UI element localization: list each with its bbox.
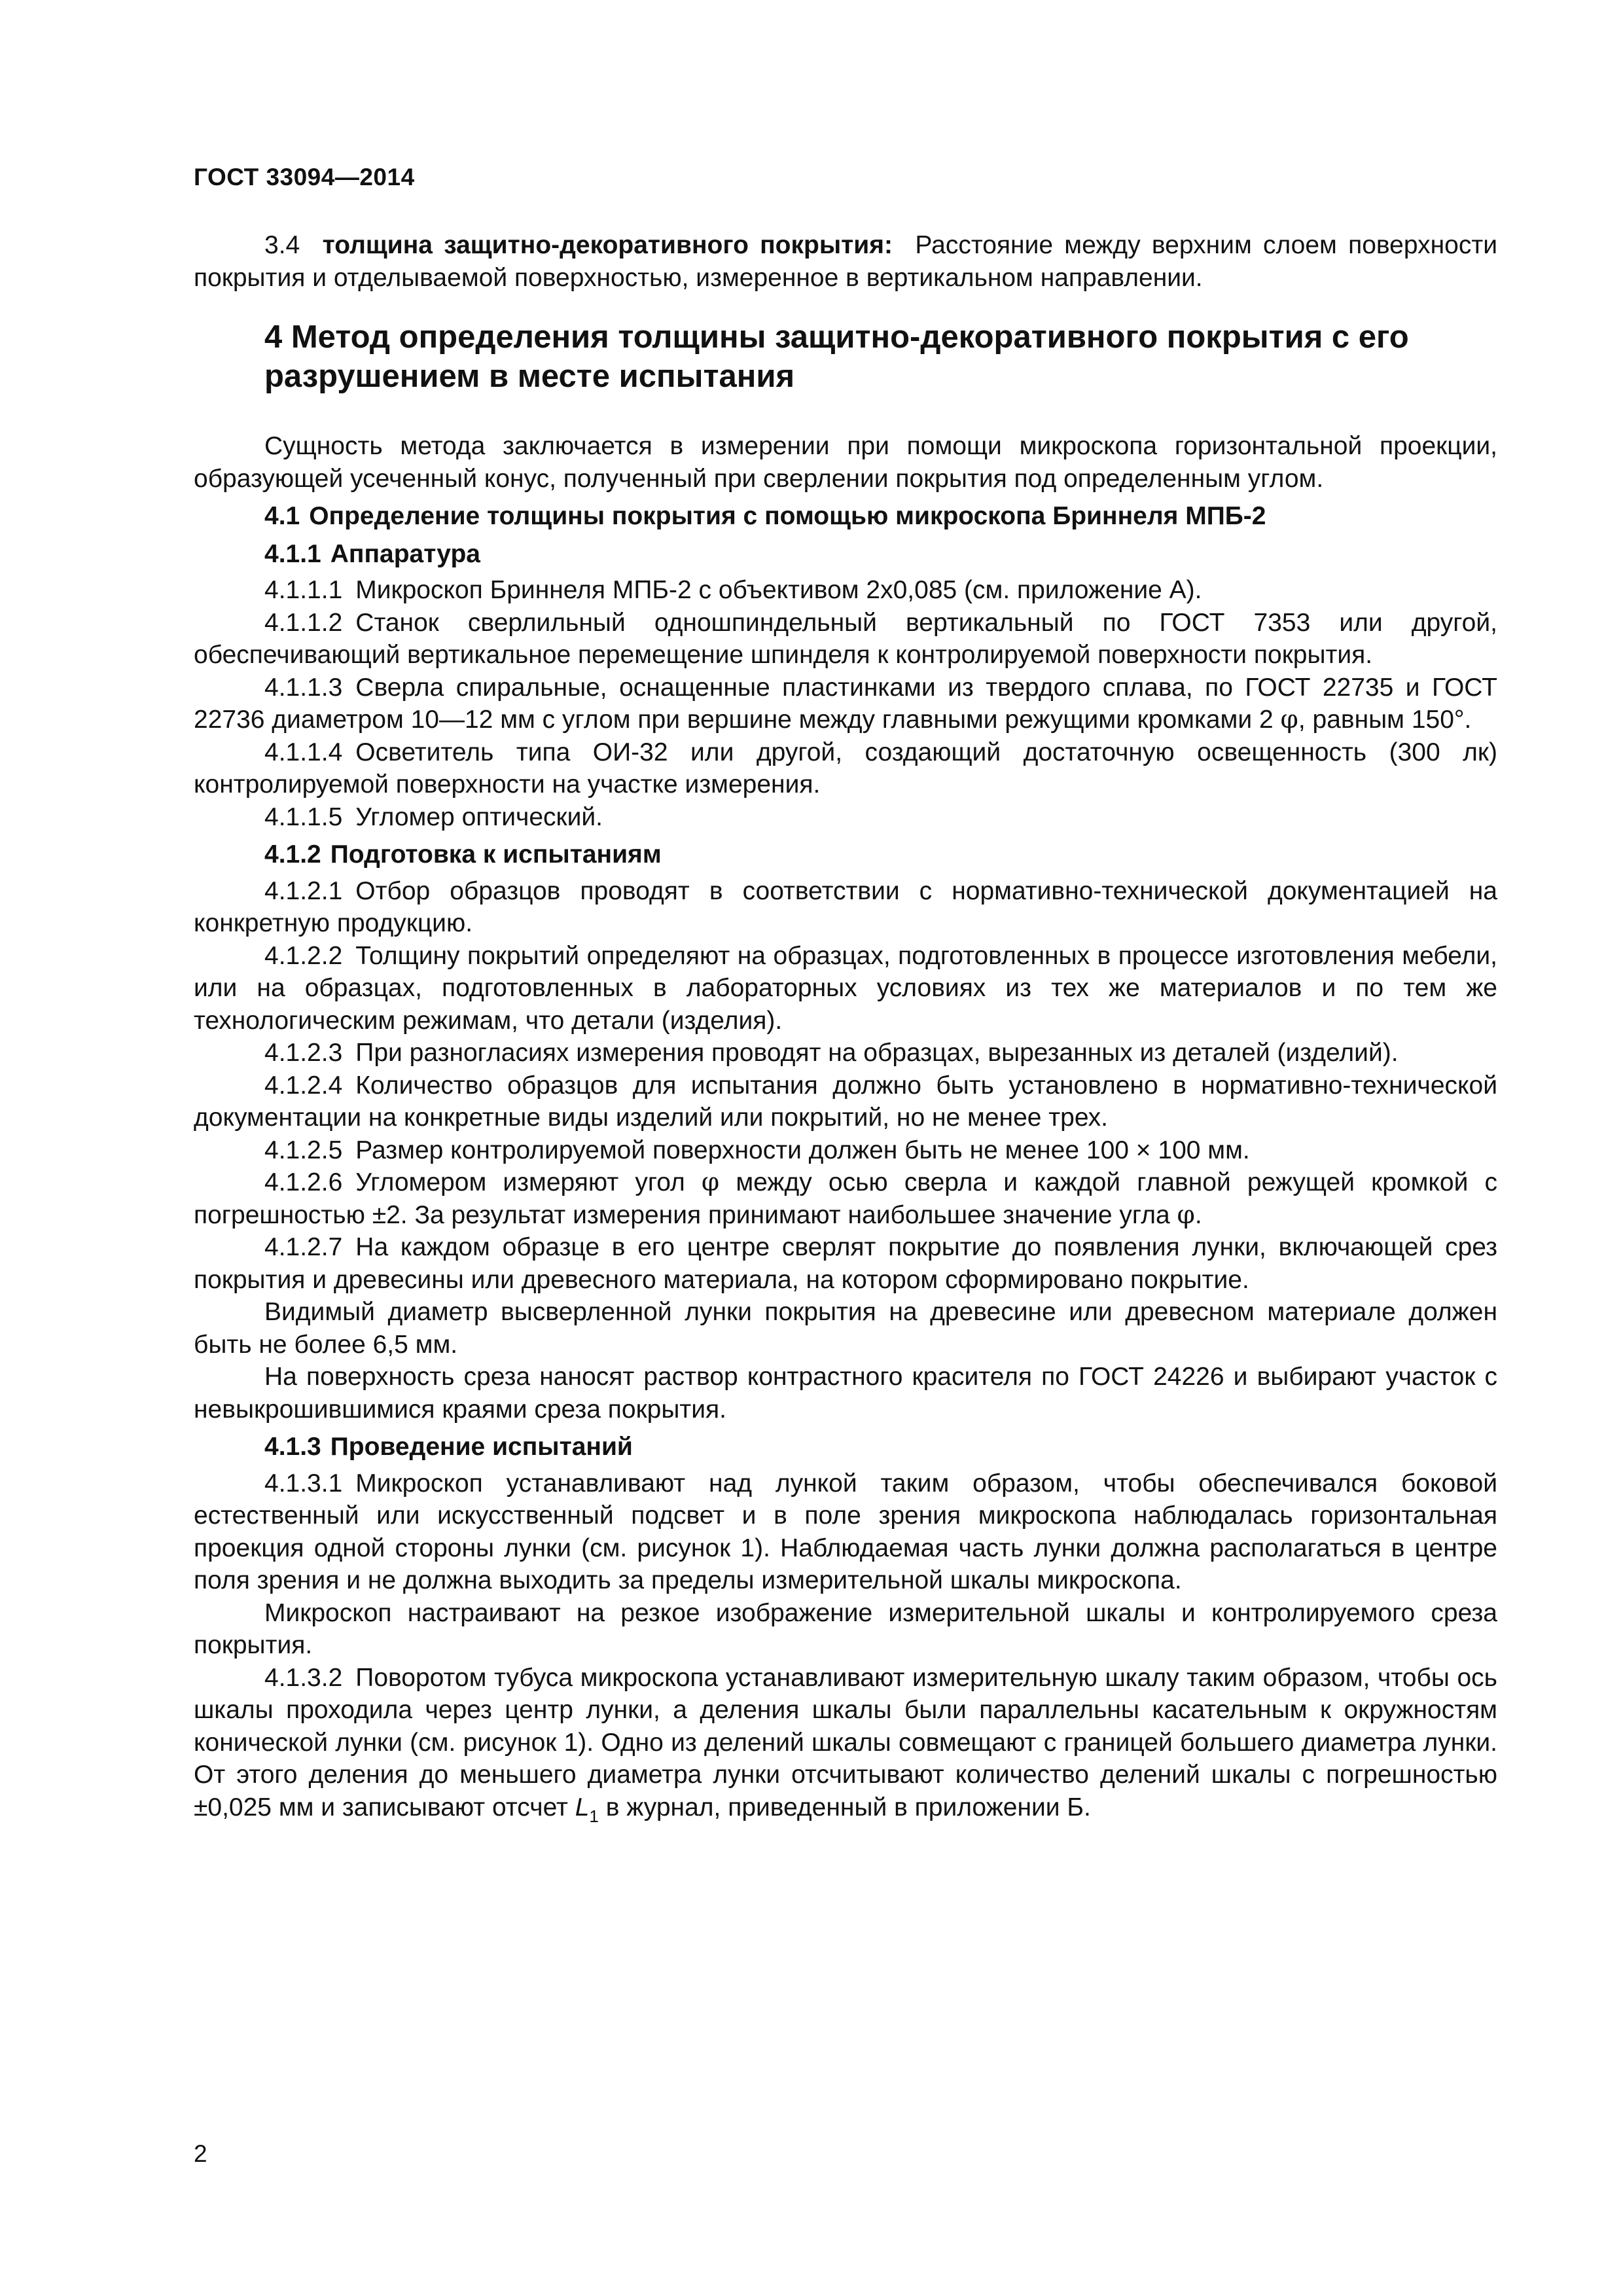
clause-number: 4.1.1.3 bbox=[264, 673, 343, 702]
variable-l: L bbox=[575, 1793, 590, 1821]
document-body bbox=[194, 229, 1497, 1826]
clause-text: На каждом образце в его центре сверлят покрытие до появления лунки, включающей срез покрытия и древесины или древесного материала, на котором сформировано покрытие. bbox=[194, 1233, 1497, 1294]
clause-number: 4.1.2.6 bbox=[264, 1168, 343, 1196]
clause-text: Станок сверлильный одношпиндельный вертикальный по ГОСТ 7353 или другой, обеспечивающий вертикальное перемещение шпинделя к контролируемой поверхности покрытия. bbox=[194, 608, 1497, 669]
clause-text: Угломер оптический. bbox=[355, 802, 603, 831]
term-name: толщина защитно-декоративного покрытия: bbox=[322, 231, 893, 259]
clause-text: Угломером измеряют угол bbox=[355, 1168, 702, 1196]
clause-text: Осветитель типа ОИ-32 или другой, создающий достаточную освещенность (300 лк) контролируемой поверхности на участке измерения. bbox=[194, 738, 1497, 798]
clause-4-1-3-2 bbox=[194, 1662, 1497, 1824]
clause-4-1-2-5 bbox=[194, 1134, 1497, 1167]
clause-text: Количество образцов для испытания должно быть установлено в нормативно-технической документации на конкретные виды изделий или покрытий, но не менее трех. bbox=[194, 1071, 1497, 1132]
clause-4-1-1-1 bbox=[194, 574, 1497, 607]
subsection-number: 4.1.1 bbox=[264, 539, 321, 568]
clause-4-1-2-1 bbox=[194, 875, 1497, 940]
clause-4-1-2-4 bbox=[194, 1069, 1497, 1134]
page-number: 2 bbox=[194, 2140, 207, 2167]
clause-4-1-1-2 bbox=[194, 607, 1497, 672]
section-4-intro: Сущность метода заключается в измерении при помощи микроскопа горизонтальной проекции, образующей усеченный конус, полученный при сверлении покрытия под определенным углом. bbox=[194, 432, 1497, 493]
clause-number: 4.1.1.5 bbox=[264, 802, 343, 831]
clause-4-1-1-5 bbox=[194, 801, 1497, 834]
clause-number: 4.1.3.2 bbox=[264, 1663, 343, 1692]
clause-text: Размер контролируемой поверхности должен быть не менее 100 × 100 мм. bbox=[355, 1136, 1250, 1164]
clause-number: 4.1.2.3 bbox=[264, 1039, 343, 1067]
variable-subscript: 1 bbox=[589, 1806, 599, 1826]
term-number: 3.4 bbox=[264, 231, 300, 259]
subsection-number: 4.1.3 bbox=[264, 1433, 321, 1461]
clause-4-1-2-2 bbox=[194, 940, 1497, 1037]
subsection-number: 4.1.2 bbox=[264, 840, 321, 869]
clause-text-end: , равным 150°. bbox=[1298, 706, 1472, 734]
subsection-4-1-heading bbox=[194, 500, 1497, 533]
paragraph-focus: Микроскоп настраивают на резкое изображение измерительной шкалы и контролируемого среза покрытия. bbox=[194, 1598, 1497, 1659]
clause-text: Поворотом тубуса микроскопа устанавливают измерительную шкалу таким образом, чтобы ось шкалы проходила через центр лунки, а деления шкалы были параллельны касательным к окружностям конической лунки (см. рисунок 1). Одно из делений шкалы совмещают с границей большего диаметра лунки. От этого деления до меньшего диаметра лунки отсчитывают количество делений шкалы с погрешностью ±0,025 мм и записывают отсчет bbox=[194, 1663, 1497, 1821]
clause-text: При разногласиях измерения проводят на образцах, вырезанных из деталей (изделий). bbox=[355, 1039, 1399, 1067]
subsection-4-1-1-heading bbox=[194, 538, 1497, 571]
clause-text: Сверла спиральные, оснащенные пластинками из твердого сплава, по ГОСТ 22735 и ГОСТ 22736 диаметром 10—12 мм с углом при вершине между главными режущими кромками 2 bbox=[194, 673, 1497, 734]
clause-number: 4.1.1.2 bbox=[264, 608, 343, 637]
phi-symbol: φ bbox=[701, 1168, 720, 1197]
clause-text-end: в журнал, приведенный в приложении Б. bbox=[598, 1793, 1091, 1821]
clause-text-middle: между осью сверла и каждой главной режущей кромкой с погрешностью ±2. За результат измерения принимают наибольшее значение угла bbox=[194, 1168, 1497, 1229]
clause-number: 4.1.2.2 bbox=[264, 941, 343, 970]
subsection-title: Подготовка к испытаниям bbox=[330, 840, 662, 869]
clause-text: Микроскоп устанавливают над лункой таким образом, чтобы обеспечивался боковой естественный или искусственный подсвет и в поле зрения микроскопа наблюдалась горизонтальная проекция одной стороны лунки (см. рисунок 1). Наблюдаемая часть лунки должна располагаться в центре поля зрения и не должна выходить за пределы измерительной шкалы микроскопа. bbox=[194, 1469, 1497, 1594]
clause-number: 4.1.1.4 bbox=[264, 738, 343, 766]
section-4-title: 4 Метод определения толщины защитно-декоративного покрытия с его разрушением в месте испытания bbox=[264, 319, 1409, 394]
clause-4-1-1-4 bbox=[194, 736, 1497, 801]
clause-number: 4.1.2.5 bbox=[264, 1136, 343, 1164]
phi-symbol: φ bbox=[1177, 1200, 1195, 1230]
document-code-header: ГОСТ 33094—2014 bbox=[194, 164, 415, 190]
subsection-4-1-3-heading bbox=[194, 1431, 1497, 1463]
clause-number: 4.1.2.4 bbox=[264, 1071, 343, 1100]
clause-4-1-1-3 bbox=[194, 672, 1497, 736]
clause-number: 4.1.2.1 bbox=[264, 876, 343, 905]
subsection-title: Аппаратура bbox=[330, 539, 480, 568]
clause-text: Толщину покрытий определяют на образцах, подготовленных в процессе изготовления мебели, или на образцах, подготовленных в лабораторных условиях из тех же материалов и по тем же технологическим режимам, что детали (изделия). bbox=[194, 941, 1497, 1035]
subsection-title: Определение толщины покрытия с помощью микроскопа Бриннеля МПБ-2 bbox=[309, 502, 1266, 530]
phi-symbol: φ bbox=[1280, 705, 1298, 734]
clause-number: 4.1.1.1 bbox=[264, 576, 343, 604]
clause-number: 4.1.3.1 bbox=[264, 1469, 343, 1498]
term-definition: Расстояние между верхним слоем поверхности покрытия и отделываемой поверхностью, измеренное в вертикальном направлении. bbox=[194, 231, 1497, 292]
clause-number: 4.1.2.7 bbox=[264, 1233, 343, 1261]
paragraph-dye: На поверхность среза наносят раствор контрастного красителя по ГОСТ 24226 и выбирают участок с невыкрошившимися краями среза покрытия. bbox=[194, 1363, 1497, 1424]
clause-4-1-3-1 bbox=[194, 1467, 1497, 1597]
clause-4-1-2-7 bbox=[194, 1231, 1497, 1296]
subsection-4-1-2-heading bbox=[194, 838, 1497, 871]
term-3-4 bbox=[194, 229, 1497, 294]
clause-4-1-2-6 bbox=[194, 1166, 1497, 1231]
clause-text-end: . bbox=[1194, 1200, 1202, 1229]
subsection-title: Проведение испытаний bbox=[330, 1433, 633, 1461]
subsection-number: 4.1 bbox=[264, 502, 300, 530]
clause-text: Отбор образцов проводят в соответствии с нормативно-технической документацией на конкретную продукцию. bbox=[194, 876, 1497, 937]
paragraph-visible-diameter: Видимый диаметр высверленной лунки покрытия на древесине или древесном материале должен быть не более 6,5 мм. bbox=[194, 1298, 1497, 1359]
clause-text: Микроскоп Бриннеля МПБ-2 с объективом 2х0,085 (см. приложение А). bbox=[355, 576, 1202, 604]
clause-4-1-2-3 bbox=[194, 1037, 1497, 1069]
